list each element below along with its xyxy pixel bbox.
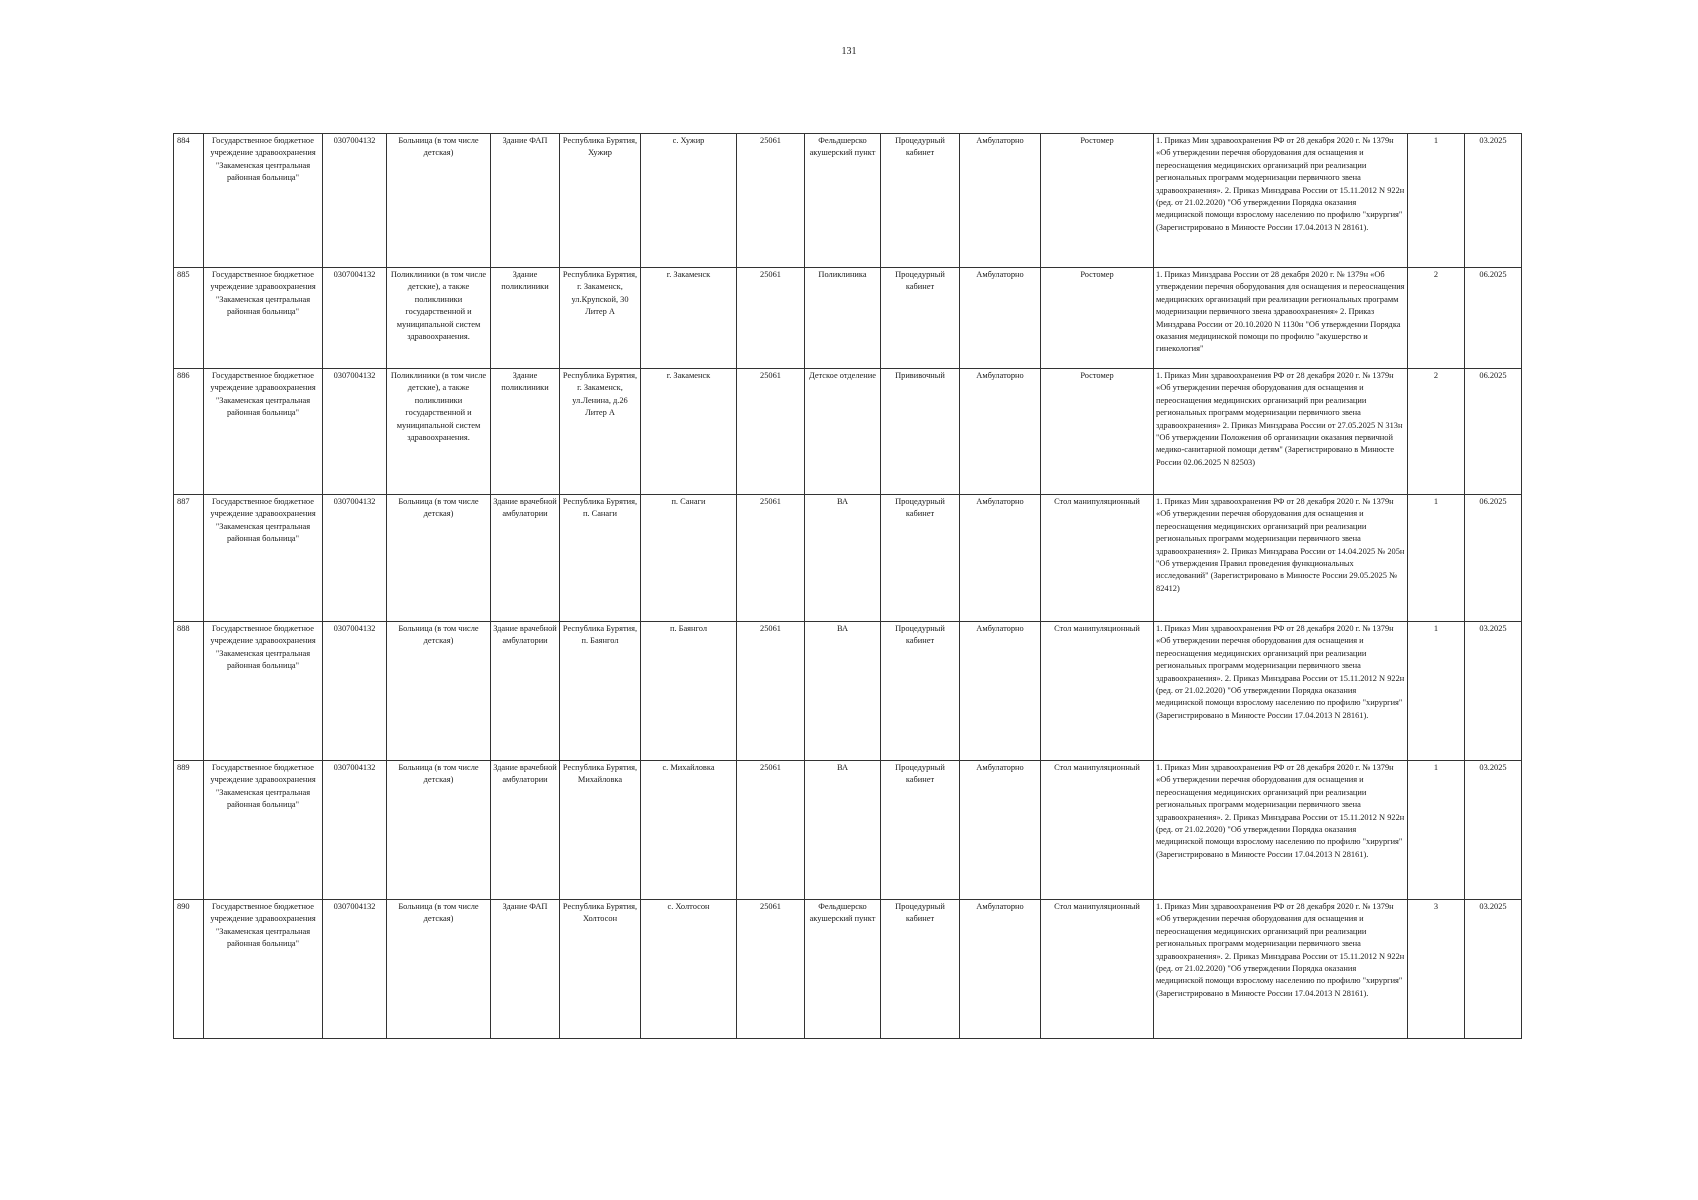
code-cell: 25061 <box>737 369 805 495</box>
address-cell: Республика Бурятия, Хужир <box>560 134 641 268</box>
row-number: 884 <box>174 134 204 268</box>
room-cell: Процедурный кабинет <box>881 761 960 900</box>
room-cell: Процедурный кабинет <box>881 268 960 369</box>
unit-cell: ВА <box>805 495 881 622</box>
room-cell: Процедурный кабинет <box>881 134 960 268</box>
date-cell: 06.2025 <box>1465 268 1522 369</box>
room-cell: Прививочный <box>881 369 960 495</box>
quantity-cell: 1 <box>1408 622 1465 761</box>
address-cell: Республика Бурятия, Михайловка <box>560 761 641 900</box>
code-cell: 25061 <box>737 495 805 622</box>
equipment-cell: Стол манипуляционный <box>1041 622 1154 761</box>
inn-cell: 0307004132 <box>323 622 387 761</box>
room-cell: Процедурный кабинет <box>881 495 960 622</box>
unit-cell: ВА <box>805 761 881 900</box>
row-number: 887 <box>174 495 204 622</box>
row-number: 889 <box>174 761 204 900</box>
building-cell: Здание ФАП <box>491 134 560 268</box>
facility-type-cell: Больница (в том числе детская) <box>387 622 491 761</box>
equipment-register-table <box>173 133 1522 1039</box>
date-cell: 06.2025 <box>1465 495 1522 622</box>
organization-cell: Государственное бюджетное учреждение здравоохранения "Закаменская центральная районная больница" <box>204 268 323 369</box>
facility-type-cell: Больница (в том числе детская) <box>387 761 491 900</box>
unit-cell: Фельдшерско акушерский пункт <box>805 900 881 1039</box>
row-number: 886 <box>174 369 204 495</box>
equipment-cell: Ростомер <box>1041 268 1154 369</box>
quantity-cell: 1 <box>1408 761 1465 900</box>
locality-cell: с. Хужир <box>641 134 737 268</box>
address-cell: Республика Бурятия, Холтосон <box>560 900 641 1039</box>
date-cell: 03.2025 <box>1465 900 1522 1039</box>
locality-cell: г. Закаменск <box>641 268 737 369</box>
documents-cell: 1. Приказ Мин здравоохранения РФ от 28 декабря 2020 г. № 1379н «Об утверждении перечня оборудования для оснащения и переоснащения медицинских организаций при реализации региональных программ модернизации первичного звена здравоохранения». 2. Приказ Минздрава России от 15.11.2012 N 922н (ред. от 21.02.2020) "Об утверждении Порядка оказания медицинской помощи взрослому населению по профилю "хирургия" (Зарегистрировано в Минюсте России 17.04.2013 N 28161). <box>1154 761 1408 900</box>
locality-cell: п. Санаги <box>641 495 737 622</box>
facility-type-cell: Больница (в том числе детская) <box>387 134 491 268</box>
row-number: 885 <box>174 268 204 369</box>
building-cell: Здание поликлиники <box>491 369 560 495</box>
address-cell: Республика Бурятия, п. Санаги <box>560 495 641 622</box>
inn-cell: 0307004132 <box>323 134 387 268</box>
facility-type-cell: Больница (в том числе детская) <box>387 900 491 1039</box>
code-cell: 25061 <box>737 900 805 1039</box>
inn-cell: 0307004132 <box>323 761 387 900</box>
table-row <box>174 495 1522 622</box>
documents-cell: 1. Приказ Мин здравоохранения РФ от 28 декабря 2020 г. № 1379н «Об утверждении перечня оборудования для оснащения и переоснащения медицинских организаций при реализации региональных программ модернизации первичного звена здравоохранения» 2. Приказ Минздрава России от 27.05.2025 N 313н "Об утверждении Положения об организации оказания первичной медико-санитарной помощи детям" (Зарегистрировано в Минюсте России 02.06.2025 N 82503) <box>1154 369 1408 495</box>
code-cell: 25061 <box>737 268 805 369</box>
table-row <box>174 622 1522 761</box>
equipment-cell: Стол манипуляционный <box>1041 900 1154 1039</box>
address-cell: Республика Бурятия, г. Закаменск, ул.Ленина, д.26 Литер А <box>560 369 641 495</box>
documents-cell: 1. Приказ Минздрава России от 28 декабря 2020 г. № 1379н «Об утверждении перечня оборудования для оснащения и переоснащения медицинских организаций при реализации региональных программ модернизации первичного звена здравоохранения» 2. Приказ Минздрава России от 20.10.2020 N 1130н "Об утверждении Порядка оказания медицинской помощи по профилю "акушерство и гинекология" <box>1154 268 1408 369</box>
quantity-cell: 3 <box>1408 900 1465 1039</box>
date-cell: 03.2025 <box>1465 134 1522 268</box>
code-cell: 25061 <box>737 134 805 268</box>
locality-cell: с. Михайловка <box>641 761 737 900</box>
table-row <box>174 134 1522 268</box>
equipment-cell: Ростомер <box>1041 134 1154 268</box>
organization-cell: Государственное бюджетное учреждение здравоохранения "Закаменская центральная районная больница" <box>204 369 323 495</box>
equipment-cell: Стол манипуляционный <box>1041 761 1154 900</box>
table-row <box>174 268 1522 369</box>
facility-type-cell: Поликлиники (в том числе детские), а также поликлиники государственной и муниципальной систем здравоохранения. <box>387 369 491 495</box>
address-cell: Республика Бурятия, г. Закаменск, ул.Крупской, 30 Литер А <box>560 268 641 369</box>
documents-cell: 1. Приказ Мин здравоохранения РФ от 28 декабря 2020 г. № 1379н «Об утверждении перечня оборудования для оснащения и переоснащения медицинских организаций при реализации региональных программ модернизации первичного звена здравоохранения». 2. Приказ Минздрава России от 15.11.2012 N 922н (ред. от 21.02.2020) "Об утверждении Порядка оказания медицинской помощи взрослому населению по профилю "хирургия" (Зарегистрировано в Минюсте России 17.04.2013 N 28161). <box>1154 900 1408 1039</box>
organization-cell: Государственное бюджетное учреждение здравоохранения "Закаменская центральная районная больница" <box>204 761 323 900</box>
care-type-cell: Амбулаторно <box>960 761 1041 900</box>
building-cell: Здание врачебной амбулатории <box>491 495 560 622</box>
organization-cell: Государственное бюджетное учреждение здравоохранения "Закаменская центральная районная больница" <box>204 134 323 268</box>
organization-cell: Государственное бюджетное учреждение здравоохранения "Закаменская центральная районная больница" <box>204 622 323 761</box>
locality-cell: г. Закаменск <box>641 369 737 495</box>
row-number: 888 <box>174 622 204 761</box>
building-cell: Здание поликлиники <box>491 268 560 369</box>
organization-cell: Государственное бюджетное учреждение здравоохранения "Закаменская центральная районная больница" <box>204 900 323 1039</box>
date-cell: 03.2025 <box>1465 761 1522 900</box>
building-cell: Здание врачебной амбулатории <box>491 761 560 900</box>
unit-cell: Детское отделение <box>805 369 881 495</box>
date-cell: 06.2025 <box>1465 369 1522 495</box>
care-type-cell: Амбулаторно <box>960 495 1041 622</box>
unit-cell: ВА <box>805 622 881 761</box>
code-cell: 25061 <box>737 761 805 900</box>
table-row <box>174 761 1522 900</box>
table-row <box>174 900 1522 1039</box>
inn-cell: 0307004132 <box>323 900 387 1039</box>
quantity-cell: 1 <box>1408 495 1465 622</box>
date-cell: 03.2025 <box>1465 622 1522 761</box>
documents-cell: 1. Приказ Мин здравоохранения РФ от 28 декабря 2020 г. № 1379н «Об утверждении перечня оборудования для оснащения и переоснащения медицинских организаций при реализации региональных программ модернизации первичного звена здравоохранения» 2. Приказ Минздрава России от 14.04.2025 № 205н "Об утверждения Правил проведения функциональных исследований" (Зарегистрировано в Минюсте России 29.05.2025 № 82412) <box>1154 495 1408 622</box>
inn-cell: 0307004132 <box>323 268 387 369</box>
care-type-cell: Амбулаторно <box>960 369 1041 495</box>
inn-cell: 0307004132 <box>323 369 387 495</box>
locality-cell: п. Баянгол <box>641 622 737 761</box>
care-type-cell: Амбулаторно <box>960 900 1041 1039</box>
organization-cell: Государственное бюджетное учреждение здравоохранения "Закаменская центральная районная больница" <box>204 495 323 622</box>
quantity-cell: 2 <box>1408 268 1465 369</box>
row-number: 890 <box>174 900 204 1039</box>
locality-cell: с. Холтосон <box>641 900 737 1039</box>
documents-cell: 1. Приказ Мин здравоохранения РФ от 28 декабря 2020 г. № 1379н «Об утверждении перечня оборудования для оснащения и переоснащения медицинских организаций при реализации региональных программ модернизации первичного звена здравоохранения». 2. Приказ Минздрава России от 15.11.2012 N 922н (ред. от 21.02.2020) "Об утверждении Порядка оказания медицинской помощи взрослому населению по профилю "хирургия" (Зарегистрировано в Минюсте России 17.04.2013 N 28161). <box>1154 134 1408 268</box>
inn-cell: 0307004132 <box>323 495 387 622</box>
table-row <box>174 369 1522 495</box>
care-type-cell: Амбулаторно <box>960 622 1041 761</box>
building-cell: Здание ФАП <box>491 900 560 1039</box>
address-cell: Республика Бурятия, п. Баянгол <box>560 622 641 761</box>
room-cell: Процедурный кабинет <box>881 900 960 1039</box>
unit-cell: Фельдшерско акушерский пункт <box>805 134 881 268</box>
documents-cell: 1. Приказ Мин здравоохранения РФ от 28 декабря 2020 г. № 1379н «Об утверждении перечня оборудования для оснащения и переоснащения медицинских организаций при реализации региональных программ модернизации первичного звена здравоохранения». 2. Приказ Минздрава России от 15.11.2012 N 922н (ред. от 21.02.2020) "Об утверждении Порядка оказания медицинской помощи взрослому населению по профилю "хирургия" (Зарегистрировано в Минюсте России 17.04.2013 N 28161). <box>1154 622 1408 761</box>
equipment-cell: Стол манипуляционный <box>1041 495 1154 622</box>
quantity-cell: 1 <box>1408 134 1465 268</box>
care-type-cell: Амбулаторно <box>960 268 1041 369</box>
code-cell: 25061 <box>737 622 805 761</box>
equipment-cell: Ростомер <box>1041 369 1154 495</box>
page-number: 131 <box>841 46 857 57</box>
building-cell: Здание врачебной амбулатории <box>491 622 560 761</box>
facility-type-cell: Больница (в том числе детская) <box>387 495 491 622</box>
unit-cell: Поликлиника <box>805 268 881 369</box>
facility-type-cell: Поликлиники (в том числе детские), а также поликлиники государственной и муниципальной систем здравоохранения. <box>387 268 491 369</box>
care-type-cell: Амбулаторно <box>960 134 1041 268</box>
quantity-cell: 2 <box>1408 369 1465 495</box>
room-cell: Процедурный кабинет <box>881 622 960 761</box>
